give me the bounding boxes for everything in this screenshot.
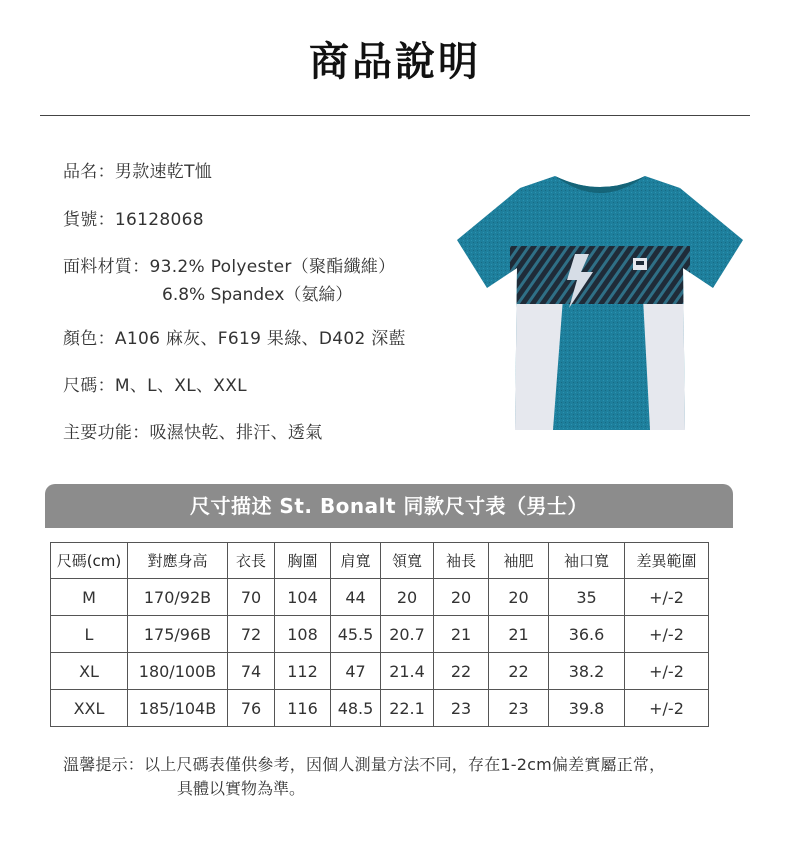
- table-cell: 23: [434, 690, 489, 727]
- table-cell: 22: [489, 653, 549, 690]
- sizes-row: [63, 371, 247, 396]
- size-chart-banner: 尺寸描述 St. Bonalt 同款尺寸表（男士）: [45, 484, 733, 528]
- table-cell: 104: [275, 579, 331, 616]
- table-row: [51, 616, 709, 653]
- table-cell: 170/92B: [128, 579, 228, 616]
- size-note-line-1: 溫馨提示：以上尺碼表僅供參考，因個人測量方法不同，存在1-2cm偏差實屬正常，: [63, 755, 666, 774]
- table-row: [51, 690, 709, 727]
- header-cell: 對應身高: [128, 543, 228, 579]
- table-cell: +/-2: [625, 653, 709, 690]
- tshirt-body: [457, 176, 743, 430]
- table-cell: 70: [228, 579, 275, 616]
- table-cell: 74: [228, 653, 275, 690]
- sizes-label: 尺碼：: [63, 376, 115, 396]
- sizes-value: M、L、XL、XXL: [114, 376, 247, 396]
- functions-value: 吸濕快乾、排汗、透氣: [149, 423, 323, 443]
- size-table: [50, 542, 709, 727]
- colors-value: A106 麻灰、F619 果綠、D402 深藍: [114, 329, 406, 349]
- material-line-1: 93.2% Polyester（聚酯纖維）: [149, 257, 396, 277]
- table-cell: 38.2: [549, 653, 625, 690]
- table-row: [51, 653, 709, 690]
- table-cell: 47: [331, 653, 381, 690]
- header-cell: 袖長: [434, 543, 489, 579]
- table-cell: 21: [434, 616, 489, 653]
- table-cell: M: [51, 579, 128, 616]
- table-cell: 45.5: [331, 616, 381, 653]
- functions-row: [63, 418, 323, 443]
- colors-row: [63, 324, 406, 349]
- table-cell: +/-2: [625, 579, 709, 616]
- table-cell: 72: [228, 616, 275, 653]
- table-cell: L: [51, 616, 128, 653]
- table-cell: 108: [275, 616, 331, 653]
- table-cell: 116: [275, 690, 331, 727]
- table-cell: 20: [381, 579, 434, 616]
- table-cell: +/-2: [625, 690, 709, 727]
- table-cell: 23: [489, 690, 549, 727]
- sku-label: 貨號：: [63, 210, 115, 230]
- table-cell: 180/100B: [128, 653, 228, 690]
- size-table-header: [51, 543, 709, 579]
- table-cell: 21.4: [381, 653, 434, 690]
- table-cell: 21: [489, 616, 549, 653]
- table-cell: 112: [275, 653, 331, 690]
- table-cell: 20.7: [381, 616, 434, 653]
- material-row: [63, 252, 395, 277]
- table-cell: 76: [228, 690, 275, 727]
- table-row: [51, 579, 709, 616]
- table-cell: +/-2: [625, 616, 709, 653]
- header-cell: 領寬: [381, 543, 434, 579]
- table-cell: 22.1: [381, 690, 434, 727]
- table-cell: 48.5: [331, 690, 381, 727]
- page-title: 商品說明: [309, 39, 481, 85]
- size-note-line-2: 具體以實物為準。: [177, 779, 306, 798]
- tshirt-icon: [455, 168, 745, 443]
- table-cell: 44: [331, 579, 381, 616]
- header-cell: 袖肥: [489, 543, 549, 579]
- sku-value: 16128068: [114, 210, 204, 230]
- table-cell: 39.8: [549, 690, 625, 727]
- product-name-row: [63, 157, 212, 182]
- table-cell: 20: [434, 579, 489, 616]
- header-cell: 衣長: [228, 543, 275, 579]
- table-cell: 185/104B: [128, 690, 228, 727]
- table-cell: 175/96B: [128, 616, 228, 653]
- product-name-value: 男款速乾T恤: [114, 162, 213, 182]
- table-cell: XXL: [51, 690, 128, 727]
- header-cell: 差異範圍: [625, 543, 709, 579]
- table-cell: 20: [489, 579, 549, 616]
- table-cell: 35: [549, 579, 625, 616]
- title-divider: [40, 115, 750, 116]
- table-cell: 22: [434, 653, 489, 690]
- material-label: 面料材質：: [63, 257, 150, 277]
- colors-label: 顏色：: [63, 329, 115, 349]
- functions-label: 主要功能：: [63, 423, 150, 443]
- sku-row: [63, 205, 204, 230]
- material-line-2: 6.8% Spandex（氨綸）: [162, 285, 353, 305]
- header-cell: 胸圍: [275, 543, 331, 579]
- table-cell: 36.6: [549, 616, 625, 653]
- table-cell: XL: [51, 653, 128, 690]
- product-name-label: 品名：: [63, 162, 115, 182]
- header-cell: 肩寬: [331, 543, 381, 579]
- header-cell: 袖口寬: [549, 543, 625, 579]
- header-cell: 尺碼(cm): [51, 543, 128, 579]
